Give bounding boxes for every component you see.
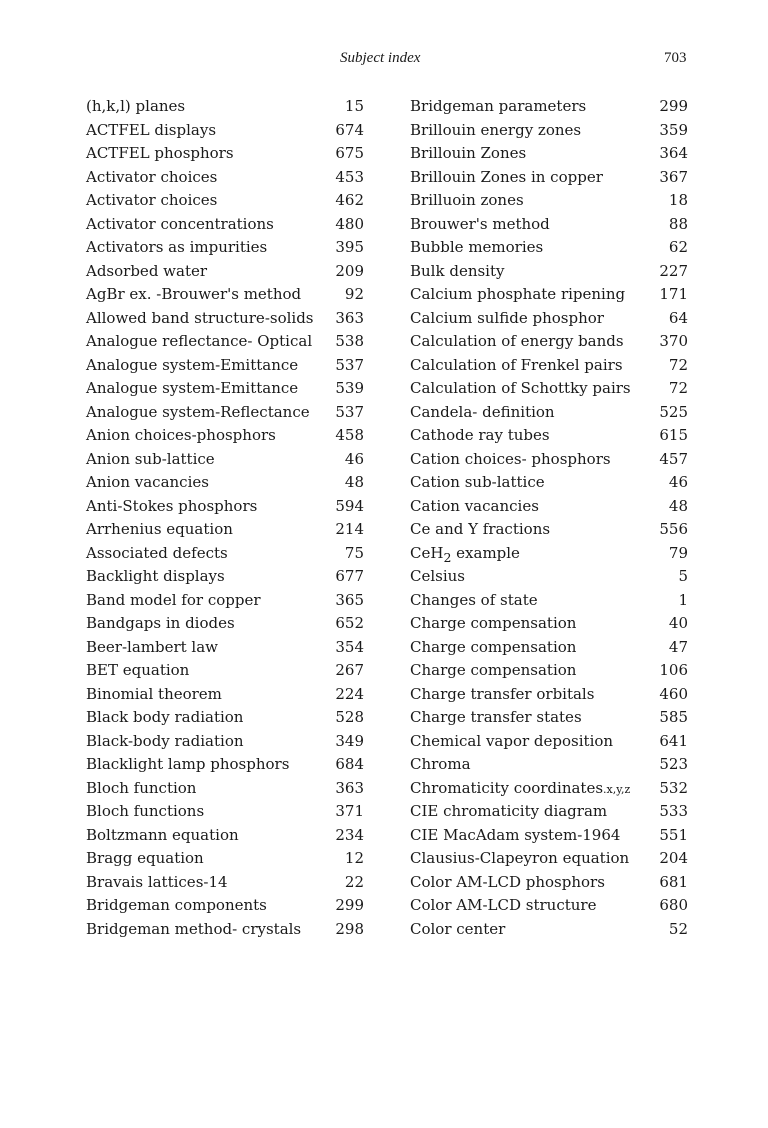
index-column-left xyxy=(86,95,364,941)
index-page-ref: 72 xyxy=(668,355,688,374)
index-entry xyxy=(86,918,364,942)
index-page-ref: 88 xyxy=(668,214,688,233)
index-entry xyxy=(410,260,688,284)
index-page-ref: 363 xyxy=(335,308,364,327)
index-page-ref: 677 xyxy=(335,567,364,585)
index-term: ACTFEL phosphors xyxy=(86,144,234,162)
index-page-ref: 48 xyxy=(344,473,364,491)
index-page-ref: 18 xyxy=(668,191,688,209)
index-entry xyxy=(86,518,364,542)
index-term: Boltzmann equation xyxy=(86,825,239,844)
index-term: Backlight displays xyxy=(86,567,225,585)
index-page-ref: 40 xyxy=(668,614,688,632)
index-term: Activator concentrations xyxy=(86,214,274,233)
index-page-ref: 106 xyxy=(659,661,688,679)
index-page-ref: 453 xyxy=(335,167,364,186)
index-page-ref: 364 xyxy=(659,144,688,162)
index-term: Chemical vapor deposition xyxy=(410,731,614,750)
index-entry xyxy=(86,589,364,613)
index-entry xyxy=(410,777,688,801)
index-term: Charge transfer states xyxy=(410,708,582,726)
index-term: Anti-Stokes phosphors xyxy=(86,496,258,515)
index-term: Cation sub-lattice xyxy=(410,473,545,491)
index-term: Anion choices-phosphors xyxy=(86,426,276,444)
index-page-ref: 72 xyxy=(668,379,688,397)
index-entry xyxy=(86,213,364,237)
index-term-text: CeH xyxy=(410,543,444,562)
index-page-ref: 15 xyxy=(344,97,364,115)
index-entry xyxy=(86,260,364,284)
index-page-ref: 5 xyxy=(678,567,688,585)
index-term: Activator choices xyxy=(86,191,218,209)
index-entry xyxy=(410,542,688,566)
index-term: Adsorbed water xyxy=(86,261,208,280)
index-entry xyxy=(86,142,364,166)
index-term: Bridgeman method- crystals xyxy=(86,919,302,938)
index-page-ref: 46 xyxy=(344,449,364,468)
index-term: Blacklight lamp phosphors xyxy=(86,755,290,773)
index-entry xyxy=(410,800,688,824)
index-entry xyxy=(86,166,364,190)
index-entry xyxy=(86,753,364,777)
index-page-ref: 227 xyxy=(659,261,688,280)
index-term: Brilluoin zones xyxy=(410,191,524,209)
index-page-ref: 395 xyxy=(335,238,364,256)
index-entry xyxy=(410,354,688,378)
running-head-title: Subject index xyxy=(340,50,421,66)
index-term: Black body radiation xyxy=(86,708,244,726)
index-term: Bloch function xyxy=(86,778,197,797)
index-entry xyxy=(86,824,364,848)
index-term xyxy=(410,777,630,802)
index-term: Bloch functions xyxy=(86,802,205,820)
index-entry xyxy=(86,330,364,354)
index-entry xyxy=(410,166,688,190)
index-term: Analogue reflectance- Optical xyxy=(86,332,313,350)
index-page-ref: 684 xyxy=(335,755,364,773)
index-term: Band model for copper xyxy=(86,590,261,609)
index-entry xyxy=(86,683,364,707)
index-term: Clausius-Clapeyron equation xyxy=(410,849,630,867)
index-entry xyxy=(410,706,688,730)
index-entry xyxy=(86,847,364,871)
index-page-ref: 204 xyxy=(659,849,688,867)
index-page-ref: 585 xyxy=(659,708,688,726)
index-term: Charge compensation xyxy=(410,614,577,632)
index-page-ref: 299 xyxy=(335,896,364,914)
index-term: BET equation xyxy=(86,661,190,679)
index-term: Anion vacancies xyxy=(86,473,209,491)
index-entry xyxy=(86,424,364,448)
index-page-ref: 47 xyxy=(668,637,688,656)
index-term: Allowed band structure-solids xyxy=(86,308,314,327)
index-page-ref: 371 xyxy=(335,802,364,820)
index-entry xyxy=(410,636,688,660)
index-page-ref: 224 xyxy=(335,684,364,703)
index-term: Analogue system-Emittance xyxy=(86,379,299,397)
page-header xyxy=(0,50,768,70)
index-page-ref: 1 xyxy=(678,590,688,609)
index-page-ref: 363 xyxy=(335,778,364,797)
index-page-ref: 525 xyxy=(659,402,688,421)
index-term: Cathode ray tubes xyxy=(410,426,550,444)
index-page-ref: 171 xyxy=(659,285,688,303)
index-page-ref: 528 xyxy=(335,708,364,726)
index-entry xyxy=(410,95,688,119)
index-page-ref: 234 xyxy=(335,825,364,844)
index-entry xyxy=(86,636,364,660)
index-entry xyxy=(410,589,688,613)
index-term: Bubble memories xyxy=(410,238,544,256)
index-term: Brillouin Zones xyxy=(410,144,527,162)
index-term: Charge compensation xyxy=(410,637,577,656)
index-entry xyxy=(86,612,364,636)
index-term: Candela- definition xyxy=(410,402,555,421)
index-term: Activator choices xyxy=(86,167,218,186)
index-term: Calculation of Frenkel pairs xyxy=(410,355,623,374)
index-term: Bandgaps in diodes xyxy=(86,614,235,632)
index-term: Chroma xyxy=(410,755,471,773)
index-page-ref: 62 xyxy=(668,238,688,256)
page-number: 703 xyxy=(664,50,687,66)
index-page-ref: 46 xyxy=(668,473,688,491)
index-term: Anion sub-lattice xyxy=(86,449,215,468)
index-entry xyxy=(86,95,364,119)
index-term: Brouwer's method xyxy=(410,214,550,233)
index-page-ref: 537 xyxy=(335,355,364,374)
index-page-ref: 641 xyxy=(659,731,688,750)
index-page-ref: 267 xyxy=(335,661,364,679)
index-term-small-suffix: .x,y,z xyxy=(603,782,631,796)
index-term: Ce and Y fractions xyxy=(410,520,551,538)
index-page-ref: 675 xyxy=(335,144,364,162)
index-page-ref: 64 xyxy=(668,308,688,327)
index-entry xyxy=(86,706,364,730)
index-page-ref: 594 xyxy=(335,496,364,515)
index-page-ref: 458 xyxy=(335,426,364,444)
index-page-ref: 680 xyxy=(659,896,688,914)
index-entry xyxy=(86,354,364,378)
index-term: Binomial theorem xyxy=(86,684,222,703)
index-page-ref: 556 xyxy=(659,520,688,538)
index-term: Calcium sulfide phosphor xyxy=(410,308,604,327)
index-term: Brillouin Zones in copper xyxy=(410,167,603,186)
index-page-ref: 457 xyxy=(659,449,688,468)
index-term: Bragg equation xyxy=(86,849,204,867)
index-term: Celsius xyxy=(410,567,466,585)
index-entry xyxy=(410,330,688,354)
index-term: (h,k,l) planes xyxy=(86,97,186,115)
index-term: AgBr ex. -Brouwer's method xyxy=(86,285,302,303)
index-entry xyxy=(410,683,688,707)
index-entry xyxy=(410,213,688,237)
index-entry xyxy=(86,119,364,143)
index-entry xyxy=(86,800,364,824)
index-term-subscript: 2 xyxy=(443,549,452,565)
index-term: Bridgeman components xyxy=(86,896,267,914)
index-term: Calculation of Schottky pairs xyxy=(410,379,631,397)
index-entry xyxy=(410,119,688,143)
index-entry xyxy=(410,495,688,519)
index-page-ref: 674 xyxy=(335,120,364,139)
index-term: Associated defects xyxy=(86,543,228,562)
index-entry xyxy=(86,730,364,754)
index-entry xyxy=(410,283,688,307)
index-entry xyxy=(410,918,688,942)
index-entry xyxy=(410,659,688,683)
index-entry xyxy=(410,307,688,331)
index-page-ref: 48 xyxy=(668,496,688,515)
index-page-ref: 367 xyxy=(659,167,688,186)
index-term: Bridgeman parameters xyxy=(410,97,587,115)
index-entry xyxy=(410,612,688,636)
index-column-right xyxy=(410,95,688,941)
index-term: Color center xyxy=(410,919,506,938)
index-page-ref: 480 xyxy=(335,214,364,233)
index-entry xyxy=(410,894,688,918)
index-page-ref: 92 xyxy=(344,285,364,303)
index-term: Cation vacancies xyxy=(410,496,539,515)
index-term: Analogue system-Reflectance xyxy=(86,402,310,421)
index-entry xyxy=(410,236,688,260)
index-entry xyxy=(86,495,364,519)
index-entry xyxy=(86,777,364,801)
index-term: Black-body radiation xyxy=(86,731,244,750)
index-entry xyxy=(86,307,364,331)
index-page-ref: 349 xyxy=(335,731,364,750)
index-term: Arrhenius equation xyxy=(86,520,233,538)
index-page-ref: 537 xyxy=(335,402,364,421)
index-entry xyxy=(410,471,688,495)
index-page-ref: 551 xyxy=(659,825,688,844)
index-entry xyxy=(86,283,364,307)
index-term: Color AM-LCD structure xyxy=(410,896,597,914)
index-entry xyxy=(410,401,688,425)
index-entry xyxy=(86,377,364,401)
index-term: Color AM-LCD phosphors xyxy=(410,872,605,891)
index-term: Analogue system-Emittance xyxy=(86,355,299,374)
index-page-ref: 533 xyxy=(659,802,688,820)
index-page-ref: 359 xyxy=(659,120,688,139)
index-term: ACTFEL displays xyxy=(86,120,217,139)
index-entry xyxy=(410,565,688,589)
index-term: Calculation of energy bands xyxy=(410,332,624,350)
index-term-text: Chromaticity coordinates xyxy=(410,778,604,797)
index-entry xyxy=(86,542,364,566)
index-entry xyxy=(86,189,364,213)
index-entry xyxy=(86,659,364,683)
index-term: Bulk density xyxy=(410,261,505,280)
index-page-ref: 354 xyxy=(335,637,364,656)
index-entry xyxy=(410,847,688,871)
index-page-ref: 523 xyxy=(659,755,688,773)
index-page-ref: 299 xyxy=(659,97,688,115)
index-entry xyxy=(86,871,364,895)
index-page-ref: 532 xyxy=(659,778,688,797)
index-term: Beer-lambert law xyxy=(86,637,219,656)
index-page-ref: 298 xyxy=(335,919,364,938)
index-term: Cation choices- phosphors xyxy=(410,449,611,468)
index-term: Bravais lattices-14 xyxy=(86,872,228,891)
index-page-ref: 75 xyxy=(344,543,364,562)
index-page-ref: 462 xyxy=(335,191,364,209)
index-entry xyxy=(86,401,364,425)
index-entry xyxy=(410,424,688,448)
index-entry xyxy=(410,518,688,542)
index-entry xyxy=(410,730,688,754)
index-term: Calcium phosphate ripening xyxy=(410,285,626,303)
index-page-ref: 209 xyxy=(335,261,364,280)
index-page-ref: 22 xyxy=(344,872,364,891)
index-entry xyxy=(410,753,688,777)
index-term: Brillouin energy zones xyxy=(410,120,582,139)
index-page-ref: 79 xyxy=(668,543,688,562)
index-term: CIE chromaticity diagram xyxy=(410,802,608,820)
index-page-ref: 681 xyxy=(659,872,688,891)
index-entry xyxy=(86,894,364,918)
index-term: Changes of state xyxy=(410,590,538,609)
index-term: Charge compensation xyxy=(410,661,577,679)
index-entry xyxy=(86,448,364,472)
index-page-ref: 214 xyxy=(335,520,364,538)
index-page-ref: 538 xyxy=(335,332,364,350)
index-page-ref: 652 xyxy=(335,614,364,632)
index-page-ref: 365 xyxy=(335,590,364,609)
index-entry xyxy=(410,871,688,895)
index-entry xyxy=(410,189,688,213)
index-term: CIE MacAdam system-1964 xyxy=(410,825,621,844)
index-entry xyxy=(410,448,688,472)
index-page-ref: 460 xyxy=(659,684,688,703)
index-entry xyxy=(410,142,688,166)
index-entry xyxy=(86,565,364,589)
index-page-ref: 52 xyxy=(668,919,688,938)
index-page-ref: 370 xyxy=(659,332,688,350)
index-term-text: example xyxy=(451,543,520,562)
index-page-ref: 12 xyxy=(344,849,364,867)
index-page-ref: 539 xyxy=(335,379,364,397)
index-entry xyxy=(86,471,364,495)
index-page-ref: 615 xyxy=(659,426,688,444)
index-entry xyxy=(86,236,364,260)
index-term: Charge transfer orbitals xyxy=(410,684,595,703)
index-entry xyxy=(410,377,688,401)
index-term: Activators as impurities xyxy=(86,238,268,256)
index-entry xyxy=(410,824,688,848)
